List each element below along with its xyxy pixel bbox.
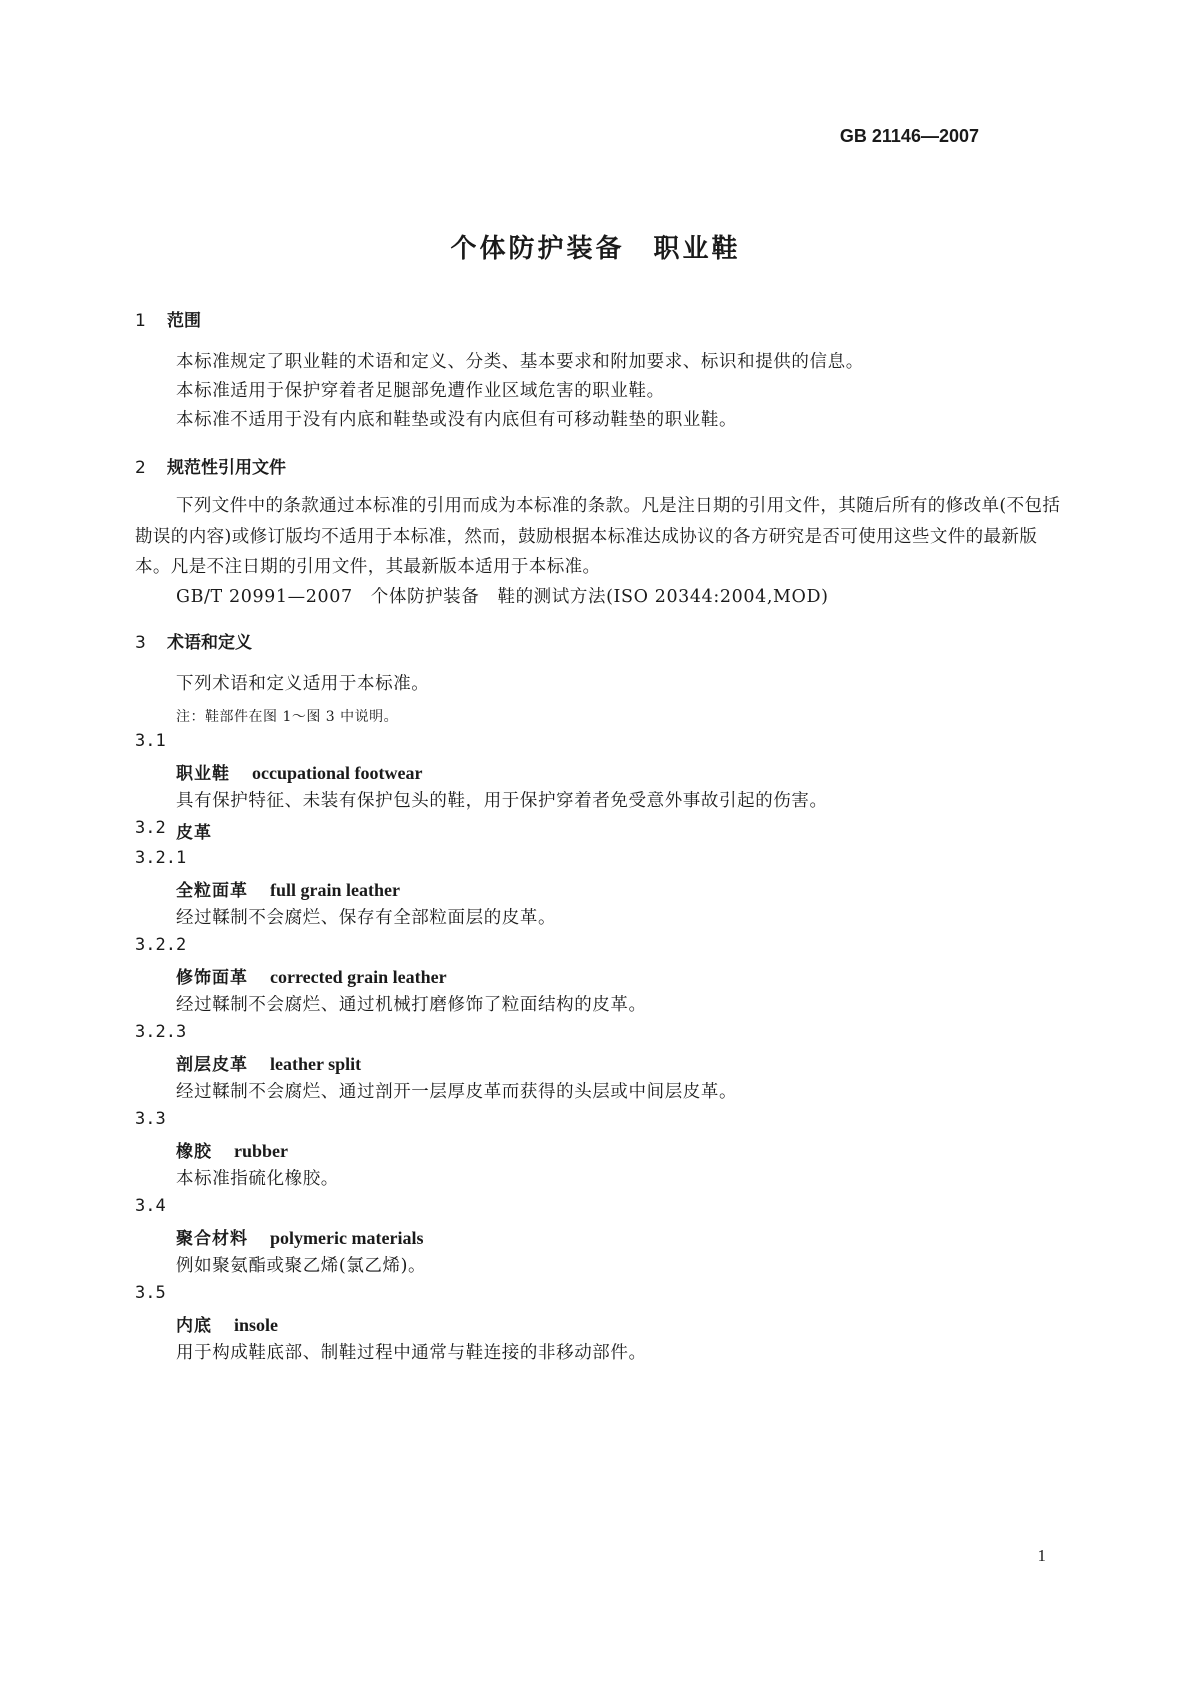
term-definition: 经过鞣制不会腐烂、通过剖开一层厚皮革而获得的头层或中间层皮革。: [176, 1082, 738, 1102]
term-definition: 经过鞣制不会腐烂、通过机械打磨修饰了粒面结构的皮革。: [176, 995, 647, 1015]
term-definition: 例如聚氨酯或聚乙烯(氯乙烯)。: [176, 1256, 427, 1276]
section-3-heading: [135, 628, 252, 653]
term-number: 3.2.2: [135, 935, 187, 955]
terms-note: 注：鞋部件在图 1～图 3 中说明。: [176, 709, 399, 725]
section-title: 范围: [167, 311, 201, 331]
term-zh: 皮革: [176, 823, 212, 843]
document-title: 个体防护装备 职业鞋: [450, 234, 741, 264]
term-en: corrected grain leather: [270, 967, 447, 987]
term-heading: [176, 759, 422, 784]
scope-line-3: 本标准不适用于没有内底和鞋垫或没有内底但有可移动鞋垫的职业鞋。: [176, 410, 738, 430]
term-zh: 内底: [176, 1316, 212, 1336]
term-definition: 用于构成鞋底部、制鞋过程中通常与鞋连接的非移动部件。: [176, 1343, 647, 1363]
term-definition: 经过鞣制不会腐烂、保存有全部粒面层的皮革。: [176, 908, 557, 928]
term-heading: [176, 1137, 288, 1162]
term-zh: 聚合材料: [176, 1229, 248, 1249]
term-en: polymeric materials: [270, 1228, 424, 1248]
reference-entry: GB/T 20991—2007 个体防护装备 鞋的测试方法(ISO 20344:2004,MOD): [176, 587, 829, 607]
section-number: 3: [135, 633, 146, 653]
terms-intro: 下列术语和定义适用于本标准。: [176, 674, 430, 694]
term-en: full grain leather: [270, 880, 400, 900]
section-1-heading: [135, 306, 201, 331]
term-number: 3.3: [135, 1109, 166, 1129]
term-number: 3.1: [135, 731, 166, 751]
term-heading: [176, 1050, 361, 1075]
term-number: 3.4: [135, 1196, 166, 1216]
scope-line-2: 本标准适用于保护穿着者足腿部免遭作业区域危害的职业鞋。: [176, 381, 665, 401]
term-en: rubber: [234, 1141, 288, 1161]
term-definition: 具有保护特征、未装有保护包头的鞋，用于保护穿着者免受意外事故引起的伤害。: [176, 791, 828, 811]
term-heading: [176, 963, 447, 988]
term-heading: [176, 876, 400, 901]
term-number: 3.2.1: [135, 848, 187, 868]
term-heading: [176, 1311, 278, 1336]
term-en: occupational footwear: [252, 763, 423, 783]
term-zh: 剖层皮革: [176, 1055, 248, 1075]
section-number: 2: [135, 458, 146, 478]
section-title: 术语和定义: [167, 633, 252, 653]
term-number: 3.2.3: [135, 1022, 187, 1042]
section-title: 规范性引用文件: [167, 458, 286, 478]
term-number: 3.5: [135, 1283, 166, 1303]
term-en: leather split: [270, 1054, 362, 1074]
term-zh: 橡胶: [176, 1142, 212, 1162]
standard-number: GB 21146—2007: [839, 126, 979, 146]
normative-references-paragraph: 下列文件中的条款通过本标准的引用而成为本标准的条款。凡是注日期的引用文件，其随后所有的修改单(不包括勘误的内容)或修订版均不适用于本标准，然而，鼓励根据本标准达成协议的各方研究是否可使用这些文件的最新版本。凡是不注日期的引用文件，其最新版本适用于本标准。: [135, 496, 1061, 577]
term-heading: [176, 1224, 423, 1249]
term-number: 3.2: [135, 818, 166, 838]
term-heading: [176, 818, 212, 843]
term-en: insole: [234, 1315, 279, 1335]
scope-line-1: 本标准规定了职业鞋的术语和定义、分类、基本要求和附加要求、标识和提供的信息。: [176, 352, 864, 372]
term-definition: 本标准指硫化橡胶。: [176, 1169, 339, 1189]
term-zh: 全粒面革: [176, 881, 248, 901]
page-number: 1: [1037, 1546, 1046, 1565]
section-number: 1: [135, 311, 146, 331]
section-2-heading: [135, 453, 286, 478]
term-zh: 修饰面革: [176, 968, 248, 988]
term-zh: 职业鞋: [176, 764, 230, 784]
